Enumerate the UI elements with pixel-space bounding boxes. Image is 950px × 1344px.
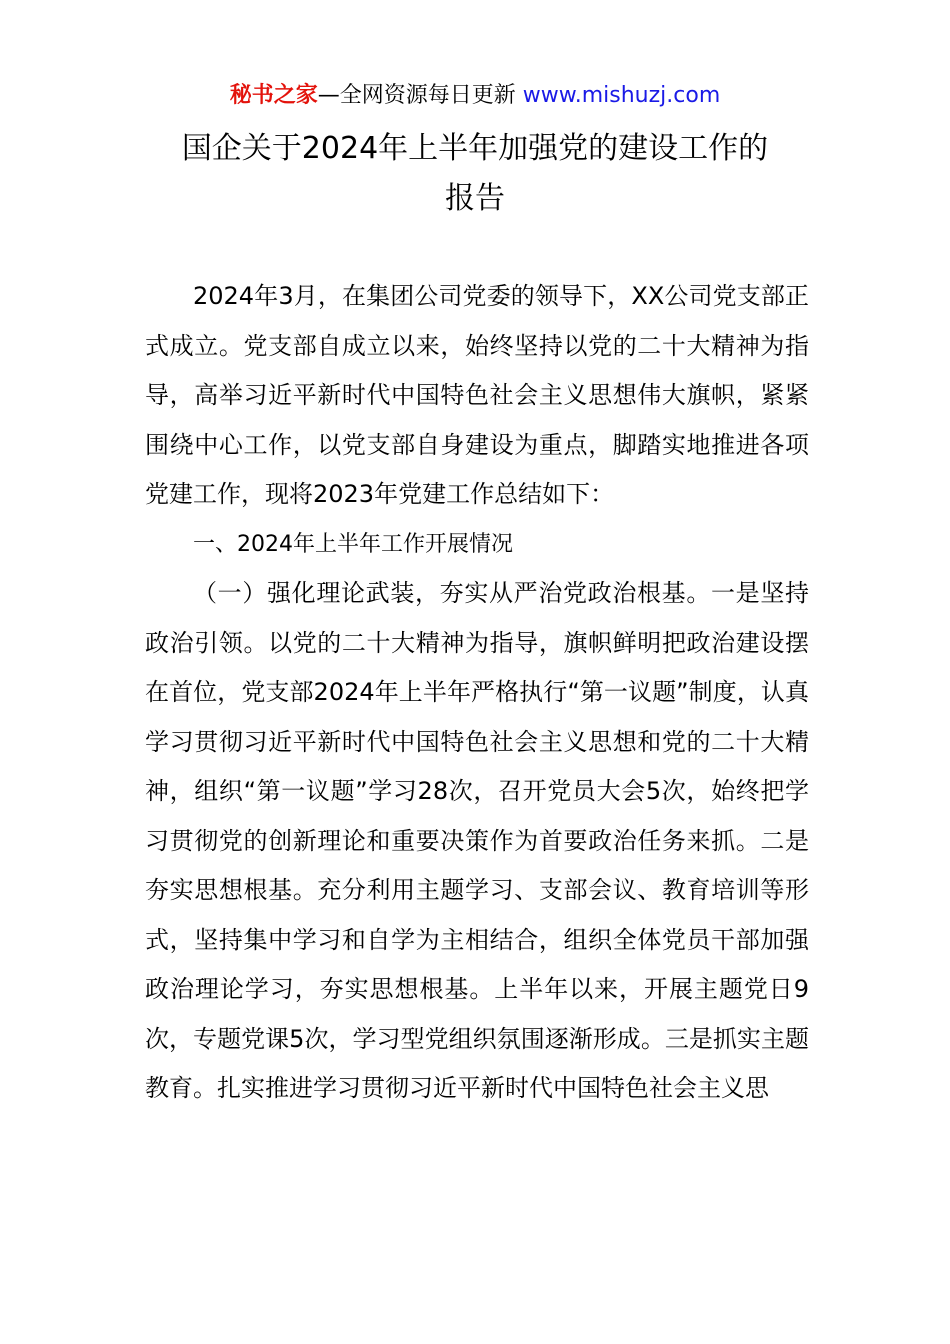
title-line-2: 报告	[445, 181, 505, 216]
brand-name: 秘书之家	[229, 83, 318, 108]
intro-paragraph: 2024年3月，在集团公司党委的领导下，XX公司党支部正式成立。党支部自成立以来，始终坚持以党的二十大精神为指导，高举习近平新时代中国特色社会主义思想伟大旗帜，紧紧围绕中心工作，以党支部自身建设为重点，脚踏实地推进各项党建工作，现将2023年党建工作总结如下：	[145, 282, 809, 508]
section-heading: 一、2024年上半年工作开展情况	[193, 531, 513, 557]
header-tagline: —全网资源每日更新	[317, 83, 523, 108]
document-title	[120, 124, 830, 224]
section-paragraph: （一）强化理论武装，夯实从严治党政治根基。一是坚持政治引领。以党的二十大精神为指导，旗帜鲜明把政治建设摆在首位，党支部2024年上半年严格执行“第一议题”制度，认真学习贯彻习近平新时代中国特色社会主义思想和党的二十大精神，组织“第一议题”学习28次，召开党员大会5次，始终把学习贯彻党的创新理论和重要决策作为首要政治任务来抓。二是夯实思想根基。充分利用主题学习、支部会议、教育培训等形式，坚持集中学习和自学为主相结合，组织全体党员干部加强政治理论学习，夯实思想根基。上半年以来，开展主题党日9次，专题党课5次，学习型党组织氛围逐渐形成。三是抓实主题教育。扎实推进学习贯彻习近平新时代中国特色社会主义思	[145, 579, 809, 1102]
site-url-link[interactable]: www.mishuzj.com	[522, 83, 721, 108]
title-line-1: 国企关于2024年上半年加强党的建设工作的	[181, 131, 769, 166]
document-body	[145, 272, 809, 1114]
site-header	[0, 78, 950, 114]
